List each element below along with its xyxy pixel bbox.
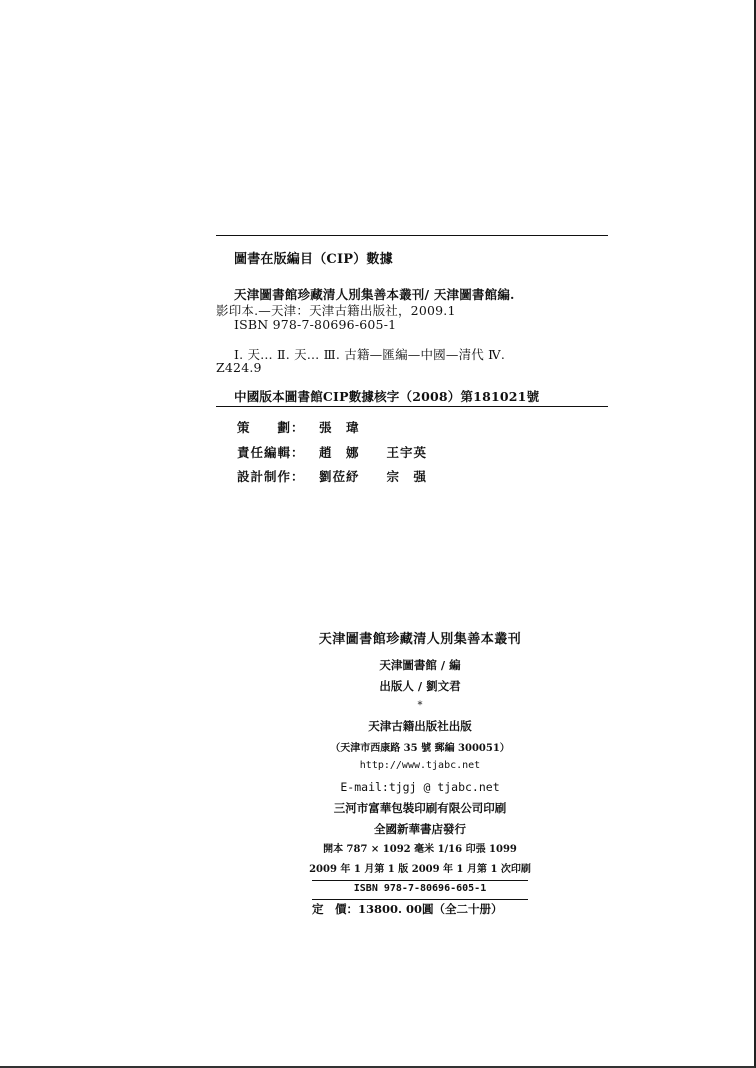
colophon-printer: 三河市富華包裝印刷有限公司印刷	[333, 801, 507, 815]
isbn-bottom-rule	[312, 899, 528, 900]
cip-bottom-rule	[216, 406, 608, 407]
cip-subject-line: Ⅰ. 天… Ⅱ. 天… Ⅲ. 古籍—匯編—中國—清代 Ⅳ.	[234, 347, 506, 362]
credit-role: 策 劃：	[237, 420, 305, 435]
colophon-edition: 2009 年 1 月第 1 版 2009 年 1 月第 1 次印刷	[309, 864, 531, 875]
credit-names: 趙 娜 王宇英	[319, 445, 428, 460]
credit-role: 責任編輯：	[237, 445, 305, 460]
colophon-publisher: 天津古籍出版社出版	[368, 719, 472, 733]
colophon-address: （天津市西康路 35 號 郵編 300051）	[330, 743, 510, 754]
credit-editors	[237, 443, 427, 461]
cip-verification-line: 中國版本圖書館CIP數據核字（2008）第181021號	[234, 389, 540, 404]
cip-isbn-line: ISBN 978-7-80696-605-1	[234, 317, 397, 332]
credit-planning	[237, 418, 360, 436]
colophon-title: 天津圖書館珍藏清人別集善本叢刊	[318, 632, 522, 647]
colophon-publisher-person: 出版人 / 劉文君	[379, 679, 461, 693]
cip-publication-line: 影印本.—天津：天津古籍出版社，2009.1	[216, 303, 456, 318]
credit-design	[237, 467, 427, 485]
cip-classification-line: Z424.9	[216, 360, 262, 375]
cip-title-line: 天津圖書館珍藏清人別集善本叢刊/ 天津圖書館編.	[234, 287, 515, 302]
colophon-distributor: 全國新華書店發行	[374, 822, 466, 836]
isbn-top-rule	[312, 880, 528, 881]
credit-role: 設計制作：	[237, 469, 305, 484]
credit-names: 張 瑋	[319, 420, 360, 435]
colophon-isbn: ISBN 978-7-80696-605-1	[353, 883, 487, 894]
colophon-editor: 天津圖書館 / 編	[379, 658, 461, 672]
cip-top-rule	[216, 235, 608, 236]
colophon-separator: *	[417, 700, 423, 711]
colophon-price: 定 價：13800. 00圓（全二十册）	[312, 902, 503, 916]
colophon-website: http://www.tjabc.net	[359, 760, 481, 771]
colophon-email: E-mail:tjgj @ tjabc.net	[340, 780, 500, 794]
colophon-format: 開本 787 × 1092 毫米 1/16 印張 1099	[323, 844, 517, 855]
cip-heading: 圖書在版編目（CIP）數據	[234, 252, 393, 267]
credit-names: 劉莅紓 宗 强	[319, 469, 428, 484]
